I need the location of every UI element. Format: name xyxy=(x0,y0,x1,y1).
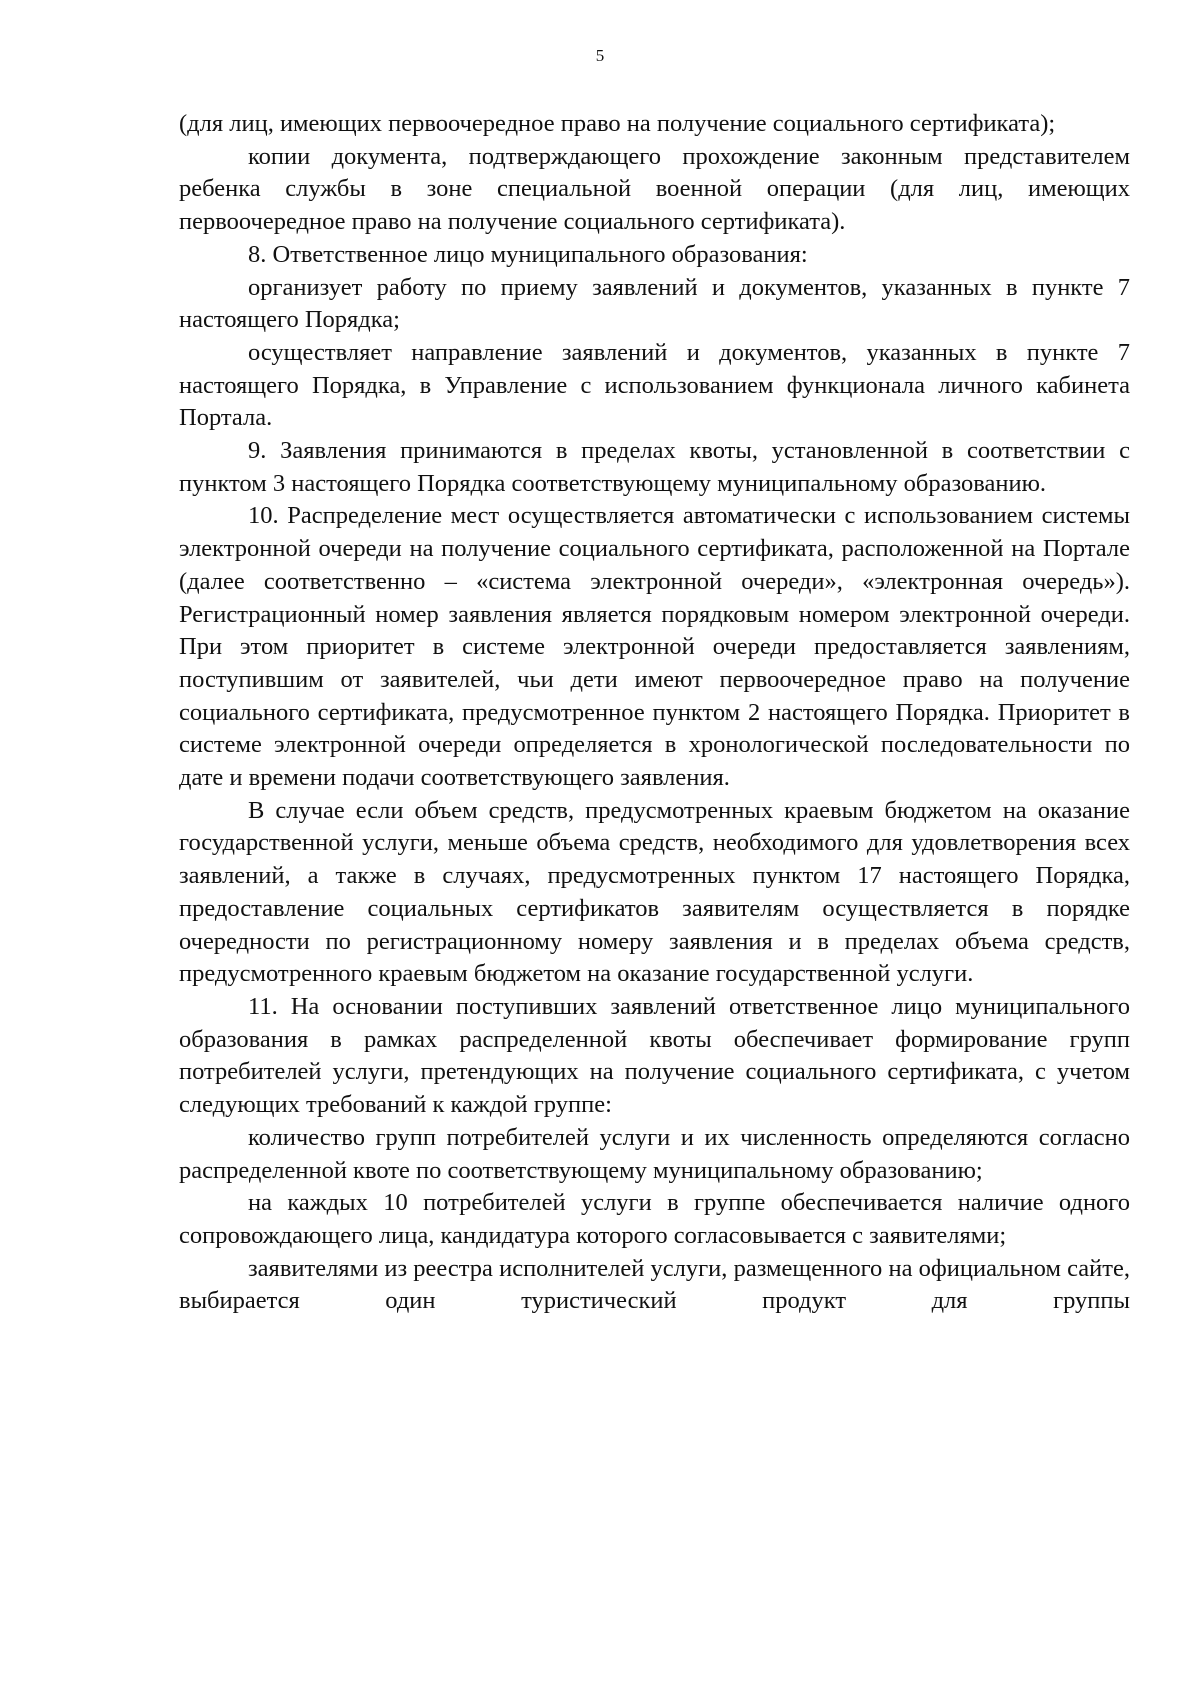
paragraph: организует работу по приему заявлений и документов, указанных в пункте 7 настоящего Порядка; xyxy=(179,273,1130,334)
document-body xyxy=(179,108,1130,1318)
paragraph-section-8: 8. Ответственное лицо муниципального образования: xyxy=(248,240,808,268)
paragraph: (для лиц, имеющих первоочередное право на получение социального сертификата); xyxy=(179,110,1056,137)
paragraph-section-11: 11. На основании поступивших заявлений ответственное лицо муниципального образования в рамках распределенной квоты обеспечивает формирование групп потребителей услуги, претендующих на получение социального сертификата, с учетом следующих требований к каждой группе: xyxy=(179,992,1130,1119)
paragraph: копии документа, подтверждающего прохождение законным представителем ребенка службы в зоне специальной военной операции (для лиц, имеющих первоочередное право на получение социального сертификата). xyxy=(179,142,1130,236)
page-number: 5 xyxy=(595,46,605,65)
paragraph-section-9: 9. Заявления принимаются в пределах квоты, установленной в соответствии с пунктом 3 настоящего Порядка соответствующему муниципальному образованию. xyxy=(179,437,1130,497)
paragraph: осуществляет направление заявлений и документов, указанных в пункте 7 настоящего Порядка, в Управление с использованием функционала личного кабинета Портала. xyxy=(179,338,1130,432)
paragraph: на каждых 10 потребителей услуги в группе обеспечивается наличие одного сопровождающего лица, кандидатура которого согласовывается с заявителями; xyxy=(179,1189,1130,1249)
paragraph: В случае если объем средств, предусмотренных краевым бюджетом на оказание государственной услуги, меньше объема средств, необходимого для удовлетворения всех заявлений, а также в случаях, предусмотренных пунктом 17 настоящего Порядка, предоставление социальных сертификатов заявителям осуществляется в порядке очередности по регистрационному номеру заявления и в пределах объема средств, предусмотренного краевым бюджетом на оказание государственной услуги. xyxy=(179,796,1130,988)
paragraph: количество групп потребителей услуги и их численность определяются согласно распределенной квоте по соответствующему муниципальному образованию; xyxy=(179,1123,1130,1184)
paragraph-section-10: 10. Распределение мест осуществляется автоматически с использованием системы электронной очереди на получение социального сертификата, расположенной на Портале (далее соответственно – «система электронной очереди», «электронная очередь»). Регистрационный номер заявления является порядковым номером электронной очереди. При этом приоритет в системе электронной очереди предоставляется заявлениям, поступившим от заявителей, чьи дети имеют первоочередное право на получение социального сертификата, предусмотренное пунктом 2 настоящего Порядка. Приоритет в системе электронной очереди определяется в хронологической последовательности по дате и времени подачи соответствующего заявления. xyxy=(179,502,1130,792)
paragraph-continued: заявителями из реестра исполнителей услуги, размещенного на официальном сайте, выбирается один туристический продукт для группы xyxy=(179,1254,1130,1315)
